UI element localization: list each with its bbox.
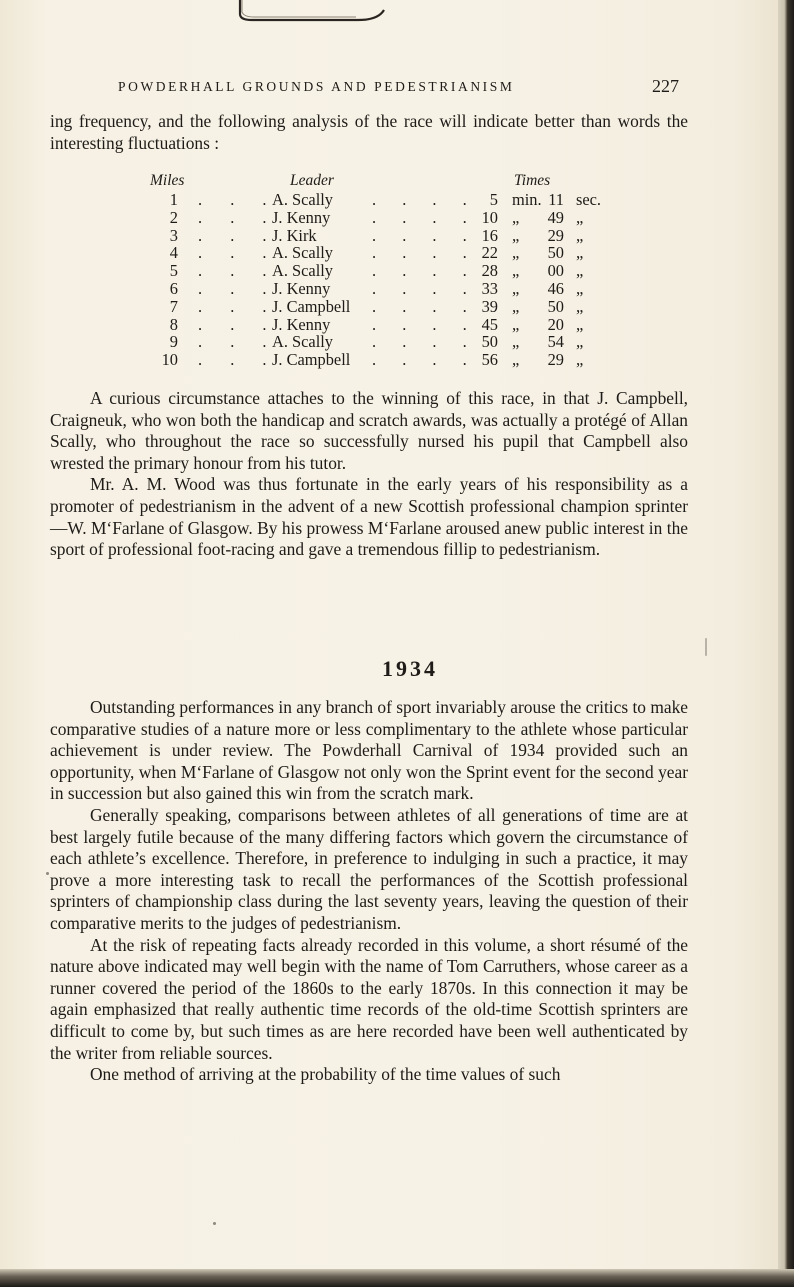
mile-number: 4: [169, 243, 178, 263]
table-row: [0, 315, 700, 333]
race-analysis-table: [0, 172, 700, 372]
time-seconds: 50: [547, 296, 564, 316]
leader-name: J. Kirk: [272, 225, 317, 245]
paper-mark: [705, 638, 707, 656]
seconds-unit: „: [576, 261, 584, 281]
leader-dots: . . .: [198, 207, 279, 227]
time-minutes: 28: [481, 261, 498, 281]
time-seconds: 29: [547, 225, 564, 245]
time-minutes: 33: [481, 279, 498, 298]
page-right-edge: [778, 0, 794, 1287]
table-row: [0, 279, 700, 297]
intro-text: ing frequency, and the following analysis of the race will indicate better than words the interesting fluctuations :: [50, 111, 688, 153]
minutes-unit: „: [512, 279, 520, 298]
time-dots: . . . .: [372, 332, 478, 352]
time-minutes: 50: [481, 332, 498, 352]
time-seconds: 00: [547, 261, 564, 281]
paragraph-method: One method of arriving at the probability of the time values of such: [90, 1064, 561, 1085]
mile-number: 7: [169, 296, 178, 316]
time-dots: . . . .: [372, 207, 478, 227]
time-dots: . . . .: [372, 296, 478, 316]
leader-name: J. Campbell: [272, 296, 351, 316]
header-times: Times: [514, 172, 551, 189]
table-row: [0, 297, 700, 315]
leader-dots: . . .: [198, 225, 279, 245]
seconds-unit: „: [576, 225, 584, 245]
page-number: 227: [652, 76, 679, 96]
leader-name: J. Campbell: [272, 350, 351, 370]
time-seconds: 29: [547, 350, 564, 370]
table-row: [0, 208, 700, 226]
time-minutes: 16: [481, 225, 498, 245]
leader-name: J. Kenny: [272, 279, 331, 298]
mile-number: 10: [161, 350, 178, 370]
mile-number: 5: [169, 261, 178, 281]
time-dots: . . . .: [372, 261, 478, 281]
leader-dots: . . .: [198, 243, 279, 263]
seconds-unit: „: [576, 207, 584, 227]
table-row: [0, 226, 700, 244]
paper-speck: [46, 872, 49, 875]
leader-dots: . . .: [198, 190, 279, 209]
section-heading-1934: 1934: [382, 656, 438, 681]
time-seconds: 50: [547, 243, 564, 263]
leader-name: J. Kenny: [272, 314, 331, 334]
leader-name: J. Kenny: [272, 207, 331, 227]
mile-number: 8: [169, 314, 178, 334]
paragraph-campbell: A curious circumstance attaches to the winning of this race, in that J. Campbell, Craigneuk, who won both the handicap and scratch awards, was actually a protégé of Allan Scally, who throughout the race so successfully nursed his pupil that Campbell also wrested the primary honour from his tutor.: [50, 388, 688, 473]
header-miles: Miles: [150, 172, 185, 189]
time-minutes: 39: [481, 296, 498, 316]
time-seconds: 54: [547, 332, 564, 352]
paragraph-resume: At the risk of repeating facts already recorded in this volume, a short résumé of the nature above indicated may well begin with the name of Tom Carruthers, whose career as a runner covered the period of the 1860s to the early 1870s. In this connection it may be again emphasized that really authentic time records of the old-time Scottish sprinters are difficult to come by, but such times as are here recorded have been well authenticated by the writer from reliable sources.: [50, 934, 688, 1063]
time-minutes: 5: [489, 190, 498, 209]
table-row: [0, 243, 700, 261]
leader-dots: . . .: [198, 261, 279, 281]
time-minutes: 56: [481, 350, 498, 370]
seconds-unit: sec.: [576, 190, 602, 209]
time-seconds: 46: [547, 279, 564, 298]
page-bottom-edge: [0, 1269, 794, 1287]
time-dots: . . . .: [372, 243, 478, 263]
minutes-unit: „: [512, 261, 520, 281]
mile-number: 9: [169, 332, 178, 352]
mile-number: 1: [169, 190, 178, 209]
leader-dots: . . .: [198, 296, 279, 316]
seconds-unit: „: [576, 296, 584, 316]
intro-paragraph: [50, 111, 688, 154]
time-minutes: 45: [481, 314, 498, 334]
header-leader: Leader: [290, 172, 334, 189]
page-tab-mark: [238, 0, 386, 24]
time-seconds: 49: [547, 207, 564, 227]
time-dots: . . . .: [372, 225, 478, 245]
minutes-unit: „: [512, 350, 520, 370]
table-row: [0, 350, 700, 368]
seconds-unit: „: [576, 350, 584, 370]
minutes-unit: „: [512, 243, 520, 263]
narrative-section: [50, 388, 688, 561]
time-dots: . . . .: [372, 279, 478, 298]
time-minutes: 22: [481, 243, 498, 263]
leader-dots: . . .: [198, 332, 279, 352]
time-dots: . . . .: [372, 190, 478, 209]
leader-dots: . . .: [198, 350, 279, 370]
seconds-unit: „: [576, 314, 584, 334]
leader-dots: . . .: [198, 314, 279, 334]
running-title: POWDERHALL GROUNDS AND PEDESTRIANISM: [118, 79, 515, 94]
time-seconds: 20: [547, 314, 564, 334]
leader-name: A. Scally: [272, 261, 334, 281]
table-row: [0, 190, 700, 208]
time-seconds: 11: [548, 190, 564, 209]
leader-dots: . . .: [198, 279, 279, 298]
minutes-unit: „: [512, 314, 520, 334]
leader-name: A. Scally: [272, 190, 334, 209]
minutes-unit: „: [512, 296, 520, 316]
mile-number: 3: [169, 225, 178, 245]
seconds-unit: „: [576, 332, 584, 352]
leader-name: A. Scally: [272, 243, 334, 263]
paragraph-wood: Mr. A. M. Wood was thus fortunate in the early years of his responsibility as a promoter of pedestrianism in the advent of a new Scottish professional champion sprinter—W. M‘Farlane of Glasgow. By his prowess M‘Farlane aroused anew public interest in the sport of professional foot-racing and gave a tremendous fillip to pedestrianism.: [50, 474, 688, 560]
mile-number: 2: [169, 207, 178, 227]
paper-speck: [213, 1222, 216, 1225]
paragraph-generally: Generally speaking, comparisons between athletes of all generations of time are at best largely futile because of the many differing factors which govern the circumstance of each athlete’s excellence. Therefore, in preference to indulging in such a practice, it may prove a more interesting task to recall the performances of the Scottish professional sprinters of championship class during the last seventy years, leaving the question of their comparative merits to the judges of pedestrianism.: [50, 804, 688, 933]
running-head: [0, 76, 690, 98]
time-dots: . . . .: [372, 350, 478, 370]
table-row: [0, 261, 700, 279]
minutes-unit: min.: [512, 190, 542, 209]
seconds-unit: „: [576, 243, 584, 263]
seconds-unit: „: [576, 279, 584, 298]
section-1934-body: [50, 697, 688, 1086]
leader-name: A. Scally: [272, 332, 334, 352]
minutes-unit: „: [512, 225, 520, 245]
time-dots: . . . .: [372, 314, 478, 334]
time-minutes: 10: [481, 207, 498, 227]
paragraph-outstanding: Outstanding performances in any branch of sport invariably arouse the critics to make comparative studies of a nature more or less complimentary to the athlete whose particular achievement is under review. The Powderhall Carnival of 1934 provided such an opportunity, when M‘Farlane of Glasgow not only won the Sprint event for the second year in succession but also gained this win from the scratch mark.: [50, 697, 688, 804]
table-row: [0, 332, 700, 350]
minutes-unit: „: [512, 207, 520, 227]
mile-number: 6: [169, 279, 178, 298]
minutes-unit: „: [512, 332, 520, 352]
